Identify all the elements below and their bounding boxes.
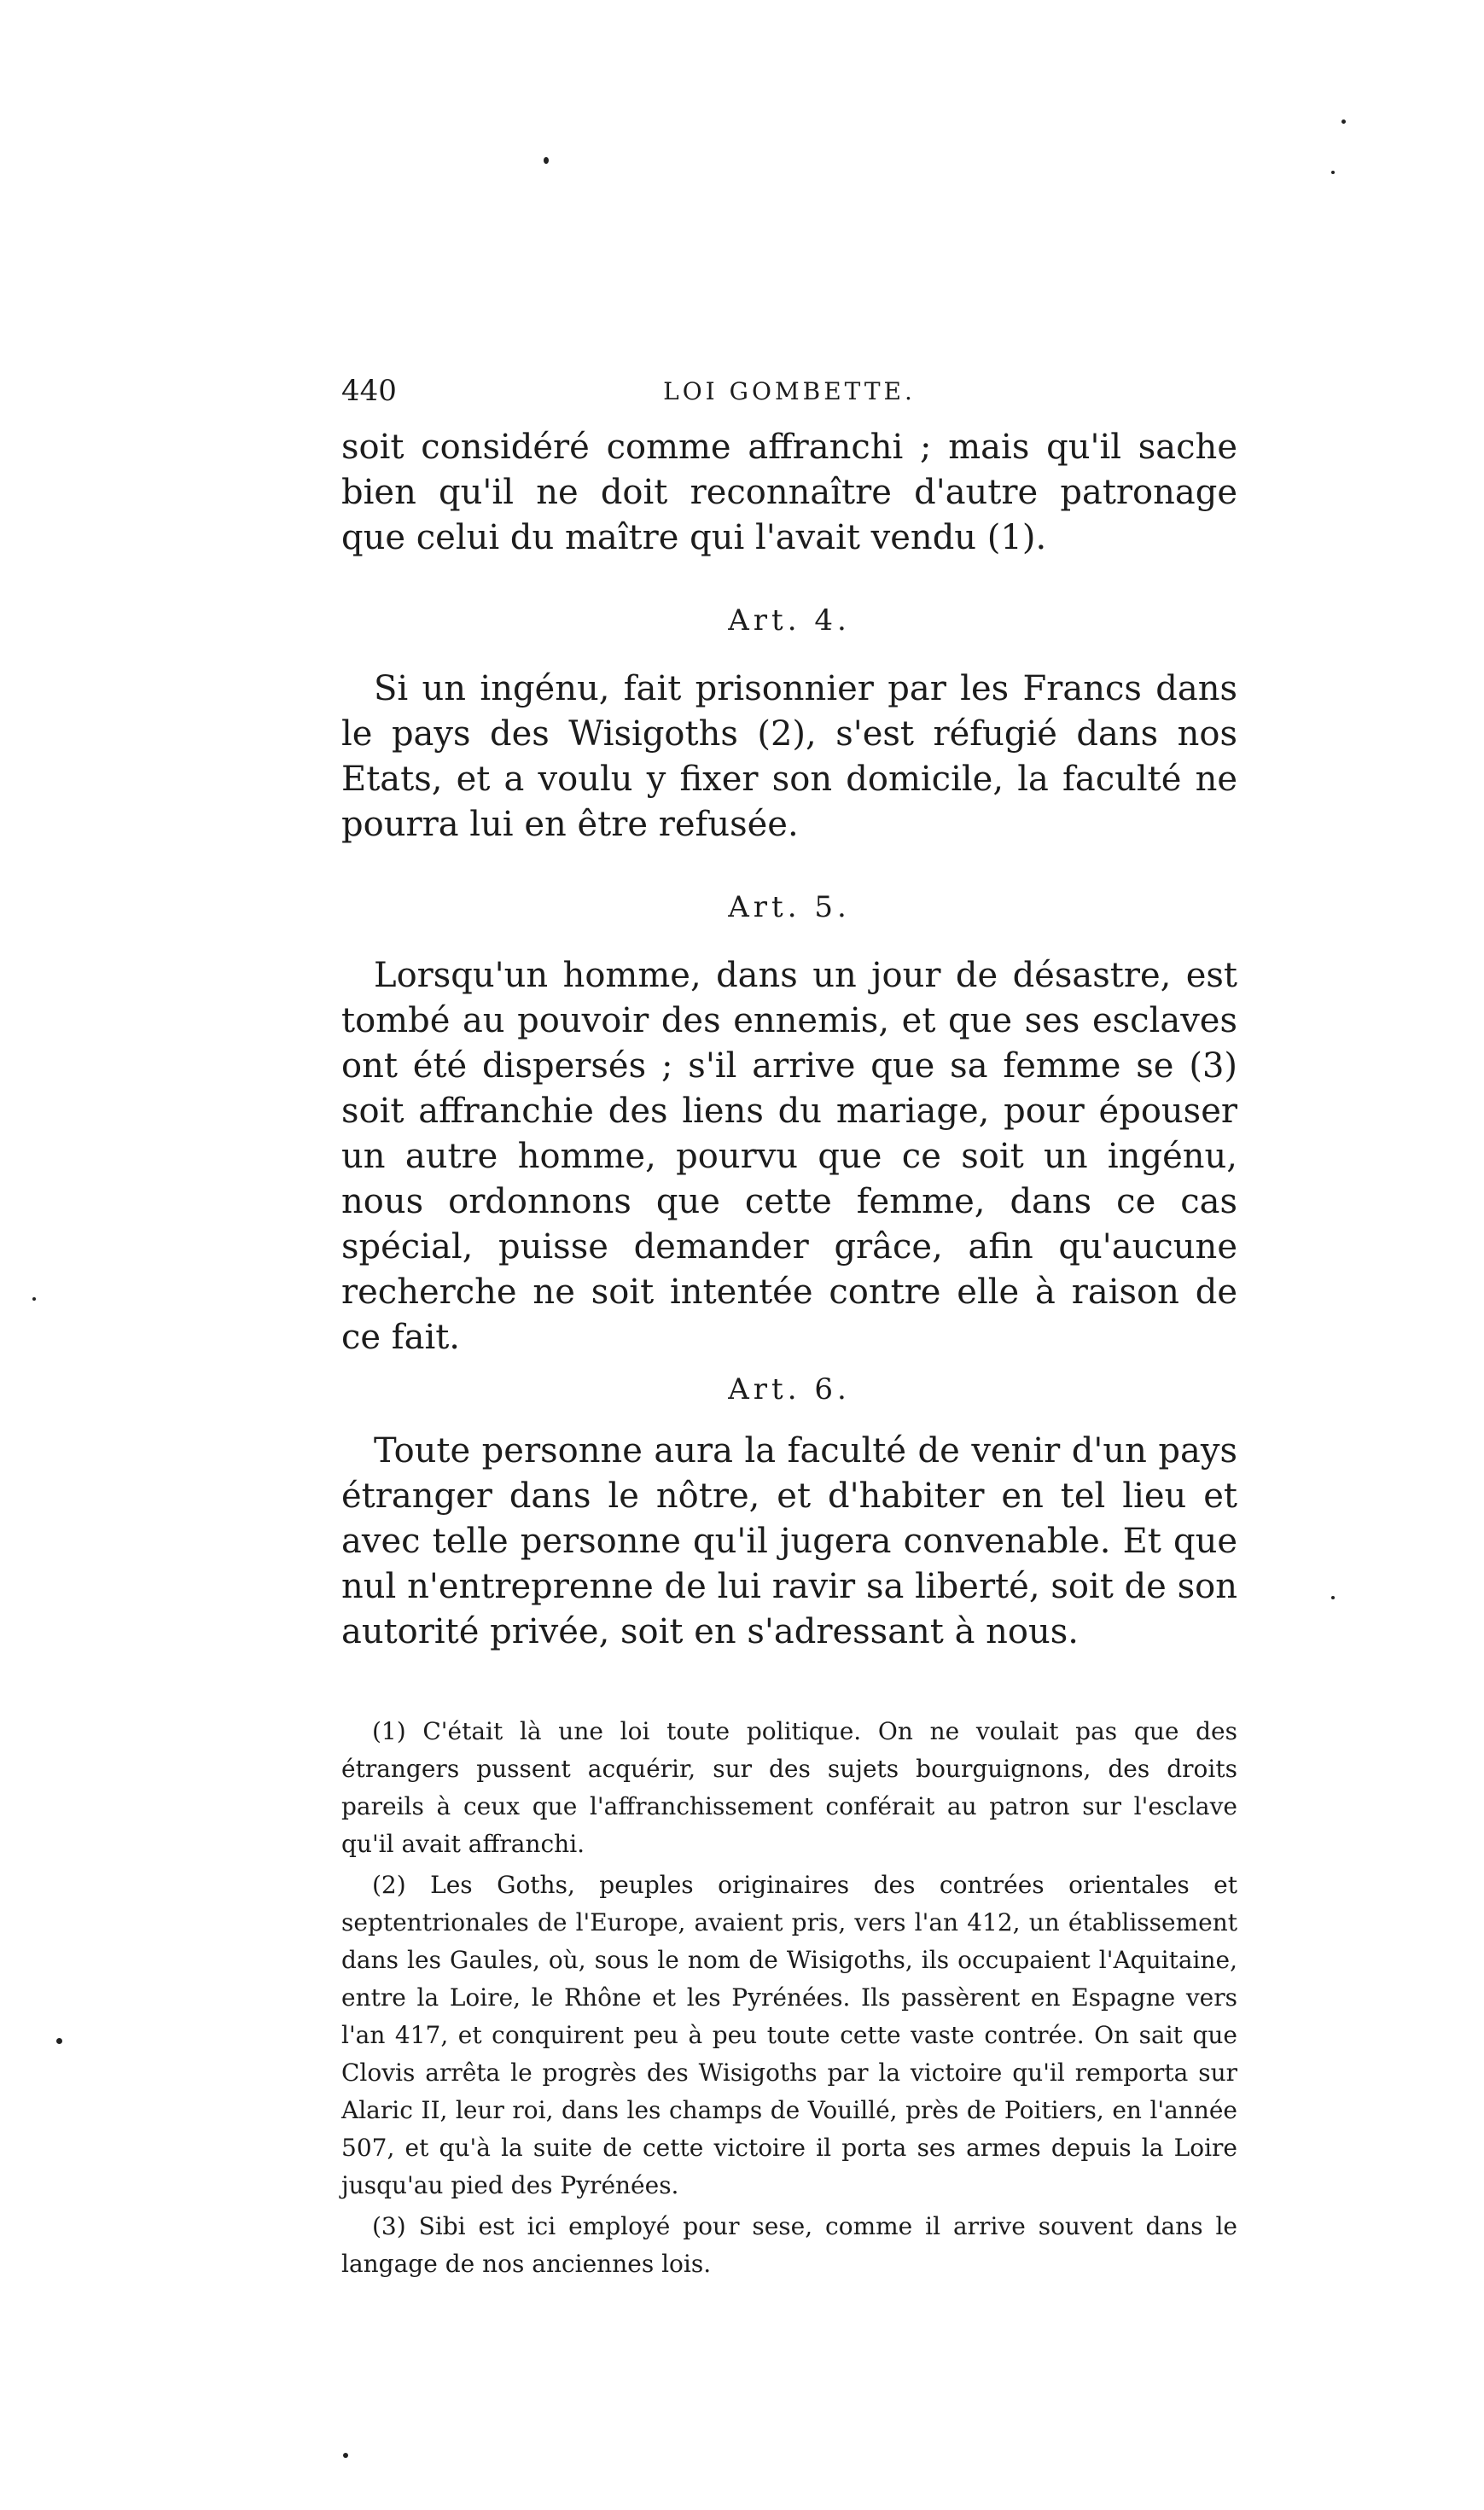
footnote-1: (1) C'était là une loi toute politique. On ne voulait pas que des étrangers pussent acquérir, sur des sujets bourguignons, des droits pareils à ceux que l'affranchissement conférait au patron sur l'esclave qu'il avait affranchi. [341, 1717, 1237, 1858]
article-4-title: Art. 4. [728, 603, 851, 638]
article-5-text: Lorsqu'un homme, dans un jour de désastre, est tombé au pouvoir des ennemis, et que ses esclaves ont été dispersés ; s'il arrive que sa femme se (3) soit affranchie des liens du mariage, pour épouser un autre homme, pourvu que ce soit un ingénu, nous ordonnons que cette femme, dans ce cas spécial, puisse demander grâce, afin qu'aucune recherche ne soit intentée contre elle à raison de ce fait. [341, 956, 1237, 1357]
article-4-text: Si un ingénu, fait prisonnier par les Francs dans le pays des Wisigoths (2), s'est réfugié dans nos Etats, et a voulu y fixer son domicile, la faculté ne pourra lui en être refusée. [341, 669, 1237, 844]
article-6-title: Art. 6. [728, 1372, 851, 1406]
scan-speck [1331, 171, 1335, 174]
footnotes [341, 1713, 1237, 2283]
article-5-title: Art. 5. [728, 890, 851, 924]
scan-speck [544, 157, 549, 164]
scan-speck [1331, 1596, 1335, 1599]
running-title: LOI GOMBETTE. [663, 377, 916, 405]
scan-speck [56, 2038, 62, 2044]
scan-speck [1341, 119, 1346, 124]
footnote-3: (3) Sibi est ici employé pour sese, comme il arrive souvent dans le langage de nos anciennes lois. [341, 2212, 1237, 2278]
scan-speck [343, 2453, 348, 2458]
intro-paragraph: soit considéré comme affranchi ; mais qu'il sache bien qu'il ne doit reconnaître d'autre patronage que celui du maître qui l'avait vendu (1). [341, 428, 1237, 557]
footnote-2: (2) Les Goths, peuples originaires des contrées orientales et septentrionales de l'Europe, avaient pris, vers l'an 412, un établissement dans les Gaules, où, sous le nom de Wisigoths, ils occupaient l'Aquitaine, entre la Loire, le Rhône et les Pyrénées. Ils passèrent en Espagne vers l'an 417, et conquirent peu à peu toute cette vaste contrée. On sait que Clovis arrêta le progrès des Wisigoths par la victoire qu'il remporta sur Alaric II, leur roi, dans les champs de Vouillé, près de Poitiers, en l'année 507, et qu'à la suite de cette victoire il porta ses armes depuis la Loire jusqu'au pied des Pyrénées. [341, 1871, 1237, 2199]
article-6-text: Toute personne aura la faculté de venir d'un pays étranger dans le nôtre, et d'habiter en tel lieu et avec telle personne qu'il jugera convenable. Et que nul n'entreprenne de lui ravir sa liberté, soit de son autorité privée, soit en s'adressant à nous. [341, 1431, 1237, 1651]
book-page [341, 374, 1237, 2283]
page-number: 440 [341, 374, 397, 408]
running-head [341, 374, 1237, 425]
scan-speck [32, 1297, 36, 1301]
